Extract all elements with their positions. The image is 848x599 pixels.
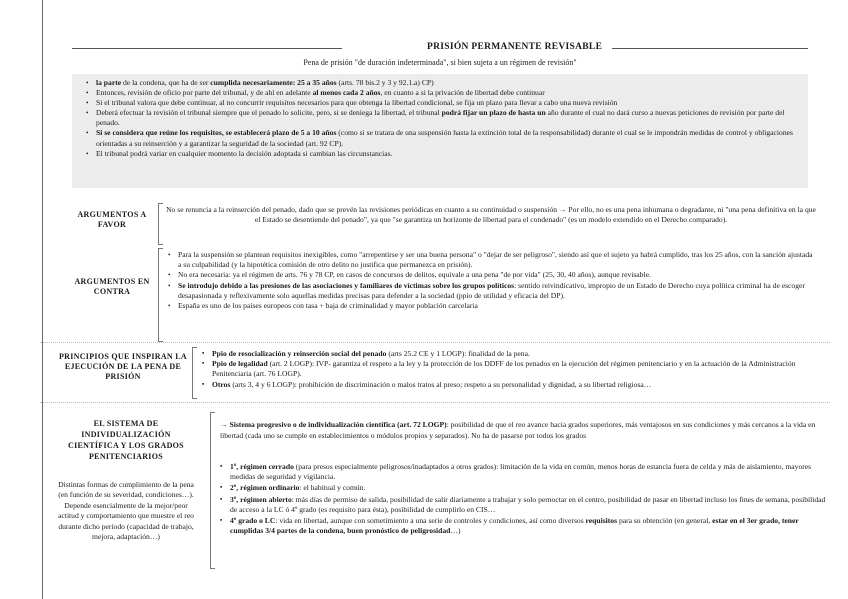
principios-label: PRINCIPIOS QUE INSPIRAN LA EJECUCIÓN DE LA PENA DE PRISIÓN [58,352,188,381]
grados-list [218,462,830,536]
grado-item: ▪ 2º, régimen ordinario: el habitual y común. [218,483,830,493]
contra-bracket [158,248,163,342]
section-title-row [72,42,808,54]
dotted-separator [40,402,830,403]
feature-item: • El tribunal podrá variar en cualquier momento la decisión adoptada si cambian las circunstancias. [86,149,798,159]
principio-item: ▪ Otros (arts 3, 4 y 6 LOGP): prohibición de discriminación o malos tratos al preso; respeto a su personalidad y dignidad, a su libertad religiosa… [200,380,820,390]
grado-item: ▪ 1º, régimen cerrado (para presos especialmente peligrosos/inadaptados a otros grados): limitación de la vida en común, menos horas de estancia fuera de celda y más de aislamiento, mayores medidas de seguridad y vigilancia. [218,462,830,482]
grado-item: ▪ 3º, régimen abierto: más días de permiso de salida, posibilidad de salir diariamente a trabajar y solo pernoctar en el centro, posibilidad de pasar en libertad incluso los fines de semana, posibilidad de acceso a la LC ó 4º grado (es requisito para ésta), posibilidad de cumplirlo en CIS… [218,495,830,515]
contra-item: • Para la suspensión se plantean requisitos inexigibles, como "arrepentirse y ser una buena persona" o "dejar de ser peligroso", siendo así que el sujeto ya habrá cumplido, tras los 25 años, con la sanción ajustada a su culpabilidad (y la hipotética comisión de otro delito no justifica que permanezca en prisión). [166,250,816,270]
contra-item: • Se introdujo debido a las presiones de las asociaciones y familiares de víctimas sobre los grupos políticos: sentido reivindicativo, impropio de un Estado de Derecho cuya política criminal ha de escoger desapasionada y reflexivamente solo aquellas medidas precisas para defender a la sociedad (ppio de utilidad y eficacia del DP). [166,281,816,301]
contra-item: • España es uno de los países europeos con tasa + baja de criminalidad y mayor población carcelaria [166,301,816,311]
title-rule-right [612,48,808,49]
feature-item: • Si el tribunal valora que debe continuar, al no concurrir requisitos necesarios para que obtenga la libertad condicional, se fija un plazo para llevar a cabo una nueva revisión [86,98,798,108]
principio-item: ▪ Ppio de resocialización y reinserción social del penado (arts 25.2 CE y 1 LOGP): finalidad de la pena. [200,349,820,359]
principios-bracket [192,347,197,399]
contra-list [166,250,816,311]
features-list [72,74,808,159]
favor-bracket [158,203,163,245]
feature-item: • Si se considera que reúne los requisitos, se establecerá plazo de 5 a 10 años (como si se tratara de una suspensión hasta la extinción total de la responsabilidad) durante el cual se le impondrán medidas de control y obligaciones orientadas a su reinserción y a garantizar la seguridad de la sociedad (art. 92 CP). [86,128,798,148]
contra-item: • No era necesaria: ya el régimen de arts. 76 y 78 CP, en casos de concursos de delitos, equivale a una pena "de por vida" (25, 30, 40 años), aunque revisable. [166,270,816,280]
contra-label: ARGUMENTOS EN CONTRA [74,277,150,296]
features-box [72,74,808,188]
feature-item: • Entonces, revisión de oficio por parte del tribunal, y de ahí en adelante al menos cada 2 años, en cuanto a si la privación de libertad debe continuar [86,88,798,98]
grado-item: ▪ 4º grado o LC: vida en libertad, aunque con sometimiento a una serie de controles y condiciones, así como diversos requisitos para su obtención (en general, estar en el 3er grado, tener cumplidas 3/4 partes de la condena, buen pronóstico de peligrosidad…) [218,516,830,536]
sistema-label: EL SISTEMA DE INDIVIDUALIZACIÓN CIENTÍFICA Y LOS GRADOS PENITENCIARIOS [68,419,184,461]
feature-item: • Deberá efectuar la revisión el tribunal siempre que el penado lo solicite, pero, si se deniega la libertad, el tribunal podrá fijar un plazo de hasta un año durante el cual no dará curso a nuevas peticiones de revisión por parte del penado. [86,108,798,128]
principio-item: ▪ Ppio de legalidad (art. 2 LOGP): IVP- garantiza el respeto a la ley y la protección de los DDFF de los penados en la ejecución del régimen penitenciario y en la actuación de la Administración Penitenciaria (art. 76 LOGP). [200,359,820,379]
page-margin-rule [42,0,43,599]
sistema-description: Distintas formas de cumplimiento de la pena (en función de su severidad, condiciones…). Depende esencialmente de la mejor/peor actitud y comportamiento que muestre el reo durante dicho período (capacidad de trabajo, mejora, adaptación…) [58,480,194,542]
favor-label: ARGUMENTOS A FAVOR [77,210,147,229]
dotted-separator [40,342,830,343]
sistema-intro: → Sistema progresivo o de individualización científica (art. 72 LOGP): posibilidad de que el reo avance hacia grados superiores, más ventajosos en sus condiciones y más cercanos a la vida en libertad (cada uno se cumple en establecimientos o módulos propios y separados). No ha de pasarse por todos los grados [220,420,816,440]
principios-list [200,349,820,390]
title-rule-left [72,48,342,49]
feature-item: • la parte de la condena, que ha de ser cumplida necesariamente: 25 a 35 años (arts. 78 bis.2 y 3 y 92.1.a) CP) [86,78,798,88]
page-subtitle: Pena de prisión "de duración indeterminada", si bien sujeta a un régimen de revisión" [303,58,577,67]
favor-text: No se renuncia a la reinserción del penado, dado que se prevén las revisiones periódicas en cuanto a su continuidad o suspensión → Por ello, no es una pena inhumana o degradante, ni "una pena definitiva en la que el Estado se desentiende del penado", ya que "se garantiza un horizonte de libertad para el condenado" (es un modelo extendido en el Derecho comparado). [166,205,816,225]
page-title: PRISIÓN PERMANENTE REVISABLE [427,42,603,52]
sistema-bracket [210,412,215,569]
